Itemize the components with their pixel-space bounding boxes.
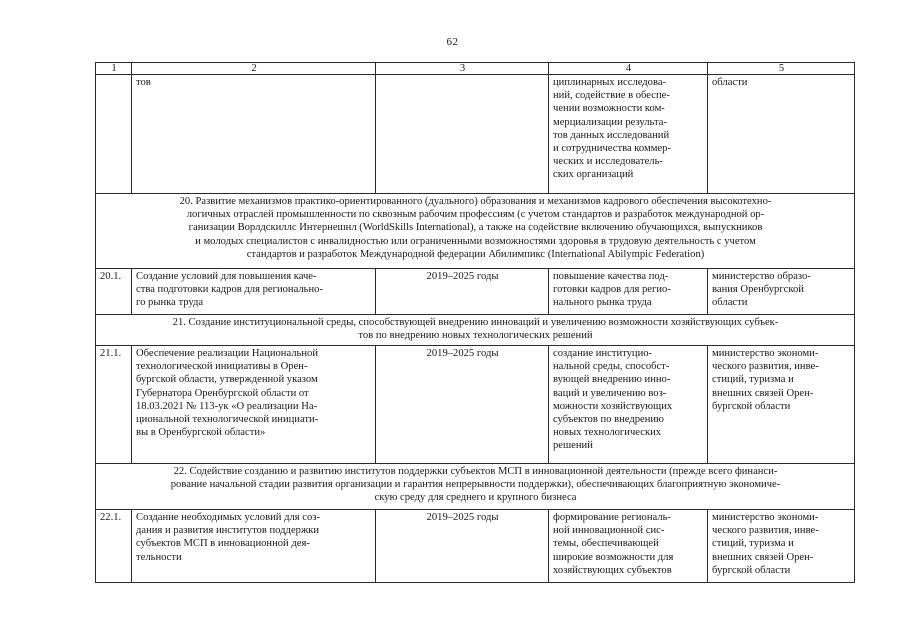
column-number-row [96,63,855,75]
table-row-22-1 [96,510,855,583]
cell-period: 2019–2025 годы [376,269,549,315]
row-number: 20.1. [96,269,132,315]
section-row-20 [96,194,855,269]
cell-action: Создание необходимых условий для соз- дания и развития институтов поддержки субъектов МСП в инновационной дея- тельности [132,510,376,583]
cell-period: 2019–2025 годы [376,346,549,464]
section-row-21 [96,315,855,346]
column-header-4: 4 [549,63,708,75]
cell-result: циплинарных исследова- ний, содействие в обеспе- чении возможности ком- мерциализации результа- тов данных исследований и сотрудничества коммер- ческих и исследователь- ских организаций [549,75,708,194]
column-header-3: 3 [376,63,549,75]
column-header-1: 1 [96,63,132,75]
section-title-22: 22. Содействие созданию и развитию институтов поддержки субъектов МСП в инновационной деятельности (прежде всего финанси- рование начальной стадии развития организации и гарантия непрерывности поддержки), обеспечивающих благоприятную экономиче- скую среду для среднего и крупного бизнеса [96,464,855,510]
cell-period [376,75,549,194]
cell-result: формирование региональ- ной инновационной сис- темы, обеспечивающей широкие возможности для хозяйствующих субъектов [549,510,708,583]
table-row-21-1 [96,346,855,464]
cell-result: создание институцио- нальной среды, способст- вующей внедрению инно- ваций и увеличению воз- можности хозяйствующих субъектов по внедрению новых технологических решений [549,346,708,464]
section-title-20: 20. Развитие механизмов практико-ориентированного (дуального) образования и механизмов кадрового обеспечения высокотехно- логичных отраслей промышленности по сквозным рабочим профессиям (с учетом стандартов и разработок международной ор- ганизации Ворлдскиллс Интернешнл (WorldSkills International), а также на содействие включению обучающихся, выпускников и молодых специалистов с инвалидностью или ограниченными возможностями здоровья в трудовую деятельность с учетом стандартов и разработок Международной федерации Абилимпикс (International Abilympic Federation) [96,194,855,269]
table-row-20-1 [96,269,855,315]
continuation-row [96,75,855,194]
row-number: 22.1. [96,510,132,583]
cell-action: Создание условий для повышения каче- ства подготовки кадров для регионально- го рынка труда [132,269,376,315]
page-number: 62 [446,36,459,48]
cell-number [96,75,132,194]
cell-action: Обеспечение реализации Национальной технологической инициативы в Орен- бургской области, утвержденной указом Губернатора Оренбургской области от 18.03.2021 № 113-ук «О реализации На- циональной технологической инициати- вы в Оренбургской области» [132,346,376,464]
cell-period: 2019–2025 годы [376,510,549,583]
cell-executor: министерство образо- вания Оренбургской области [708,269,855,315]
cell-executor: министерство экономи- ческого развития, инве- стиций, туризма и внешних связей Орен- бургской области [708,510,855,583]
action-plan-table [95,62,855,583]
cell-executor: министерство экономи- ческого развития, инве- стиций, туризма и внешних связей Орен- бургской области [708,346,855,464]
section-title-21: 21. Создание институциональной среды, способствующей внедрению инноваций и увеличению возможности хозяйствующих субъек- тов по внедрению новых технологических решений [96,315,855,346]
row-number: 21.1. [96,346,132,464]
cell-result: повышение качества под- готовки кадров для регио- нального рынка труда [549,269,708,315]
column-header-5: 5 [708,63,855,75]
cell-executor: области [708,75,855,194]
column-header-2: 2 [132,63,376,75]
section-row-22 [96,464,855,510]
cell-action: тов [132,75,376,194]
